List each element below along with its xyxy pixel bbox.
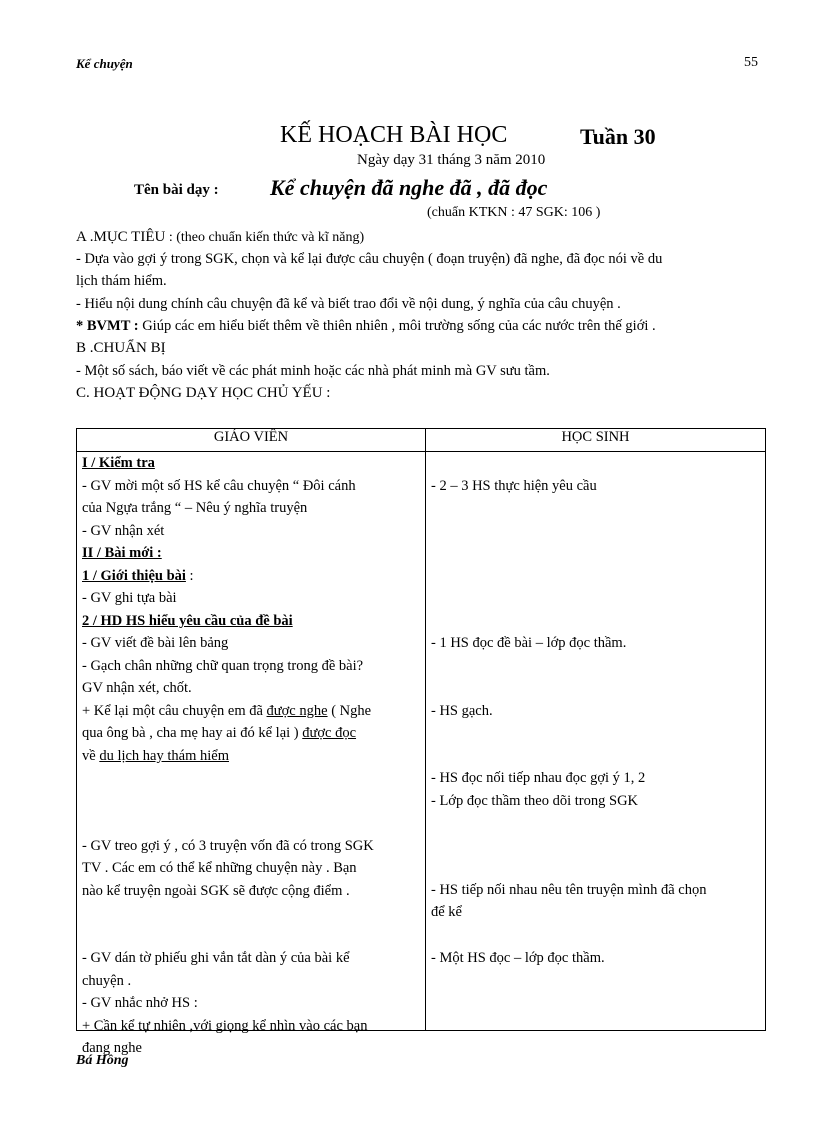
gv-underlined-text: được nghe bbox=[266, 703, 328, 719]
bvmt-text: Giúp các em hiểu biết thêm về thiên nhiên , môi trường sống của các nước trên thế giới . bbox=[138, 318, 656, 334]
gv-heading-guide: 2 / HD HS hiểu yêu cầu của đề bài bbox=[82, 613, 293, 629]
gv-line: GV nhận xét, chốt. bbox=[82, 680, 192, 696]
section-c-heading: C. HOẠT ĐỘNG DẠY HỌC CHỦ YẾU : bbox=[76, 385, 331, 401]
gv-line: nào kể truyện ngoài SGK sẽ được cộng điểm . bbox=[82, 883, 350, 899]
gv-line bbox=[82, 725, 356, 742]
gv-heading-new-lesson: II / Bài mới : bbox=[82, 545, 162, 561]
gv-line: + Cần kể tự nhiên ,với giọng kể nhìn vào các bạn bbox=[82, 1018, 368, 1034]
hs-line: - Lớp đọc thầm theo dõi trong SGK bbox=[431, 793, 639, 809]
lesson-standard: (chuẩn KTKN : 47 SGK: 106 ) bbox=[427, 205, 601, 220]
objective-1-line-2: lịch thám hiểm. bbox=[76, 273, 167, 289]
objective-1-line-1: - Dựa vào gợi ý trong SGK, chọn và kể lại được câu chuyện ( đoạn truyện) đã nghe, đã đọc nói về du bbox=[76, 251, 663, 267]
gv-heading-intro-tail: : bbox=[185, 568, 194, 584]
activity-table bbox=[76, 428, 766, 1056]
hs-line: - HS tiếp nối nhau nêu tên truyện mình đã chọn bbox=[431, 882, 707, 898]
teacher-column bbox=[77, 452, 426, 1056]
student-column bbox=[426, 452, 766, 1031]
gv-text: về bbox=[82, 748, 100, 764]
header-subject: Kể chuyện bbox=[76, 56, 133, 71]
gv-line: - Gạch chân những chữ quan trọng trong đề bài? bbox=[82, 658, 364, 674]
header-student: HỌC SINH bbox=[426, 429, 766, 452]
gv-line: - GV nhắc nhở HS : bbox=[82, 995, 198, 1011]
gv-line: đang nghe bbox=[82, 1040, 142, 1056]
hs-line: - Một HS đọc – lớp đọc thầm. bbox=[431, 950, 605, 966]
gv-line: - GV nhận xét bbox=[82, 523, 165, 539]
preparation-item: - Một số sách, báo viết về các phát minh hoặc các nhà phát minh mà GV sưu tầm. bbox=[76, 363, 550, 379]
bvmt-line bbox=[76, 318, 656, 335]
section-a-heading bbox=[76, 229, 364, 246]
gv-line: - GV viết đề bài lên bảng bbox=[82, 635, 229, 651]
gv-text: qua ông bà , cha mẹ hay ai đó kể lại ) bbox=[82, 725, 303, 741]
lesson-label: Tên bài dạy : bbox=[134, 182, 219, 198]
gv-line: - GV treo gợi ý , có 3 truyện vốn đã có trong SGK bbox=[82, 838, 374, 854]
hs-line: - 1 HS đọc đề bài – lớp đọc thầm. bbox=[431, 635, 627, 651]
hs-line: để kể bbox=[431, 904, 462, 920]
gv-underlined-text: du lịch hay thám hiểm bbox=[99, 748, 229, 764]
page-title: KẾ HOẠCH BÀI HỌC bbox=[280, 122, 508, 148]
footer-author: Bá Hồng bbox=[76, 1053, 129, 1068]
gv-line bbox=[82, 703, 371, 720]
gv-heading-check: I / Kiểm tra bbox=[82, 455, 155, 471]
gv-line: - GV ghi tựa bài bbox=[82, 590, 177, 606]
header-teacher: GIÁO VIÊN bbox=[77, 429, 426, 452]
hs-line: - HS gạch. bbox=[431, 703, 493, 719]
gv-heading-intro bbox=[82, 568, 194, 585]
gv-text: ( Nghe bbox=[327, 703, 372, 719]
week-label: Tuần 30 bbox=[580, 124, 656, 149]
hs-line: - HS đọc nối tiếp nhau đọc gợi ý 1, 2 bbox=[431, 770, 646, 786]
gv-text: + Kể lại một câu chuyện em đã bbox=[82, 703, 267, 719]
gv-line: - GV dán tờ phiếu ghi vắn tắt dàn ý của bài kể bbox=[82, 950, 350, 966]
lesson-name: Kể chuyện đã nghe đã , đã đọc bbox=[270, 175, 548, 200]
objective-2: - Hiểu nội dung chính câu chuyện đã kể và biết trao đổi về nội dung, ý nghĩa của câu chuyện . bbox=[76, 296, 621, 312]
teaching-date: Ngày dạy 31 tháng 3 năm 2010 bbox=[357, 152, 546, 168]
gv-heading-intro-text: 1 / Giới thiệu bài bbox=[82, 568, 186, 584]
gv-line: của Ngựa trắng “ – Nêu ý nghĩa truyện bbox=[82, 500, 308, 516]
section-b-heading: B .CHUẨN BỊ bbox=[76, 340, 166, 356]
bvmt-label: * BVMT : bbox=[76, 318, 139, 334]
gv-underlined-text: được đọc bbox=[302, 725, 357, 741]
gv-line: chuyện . bbox=[82, 973, 132, 989]
section-a-note: : (theo chuẩn kiến thức và kĩ năng) bbox=[165, 230, 365, 245]
section-a-title: A .MỤC TIÊU bbox=[76, 229, 166, 245]
gv-line: TV . Các em có thể kể những chuyện này . Bạn bbox=[82, 860, 357, 876]
gv-line bbox=[82, 748, 229, 765]
hs-line: - 2 – 3 HS thực hiện yêu cầu bbox=[431, 478, 597, 494]
page-number: 55 bbox=[744, 55, 758, 70]
gv-line: - GV mời một số HS kể câu chuyện “ Đôi cánh bbox=[82, 478, 356, 494]
